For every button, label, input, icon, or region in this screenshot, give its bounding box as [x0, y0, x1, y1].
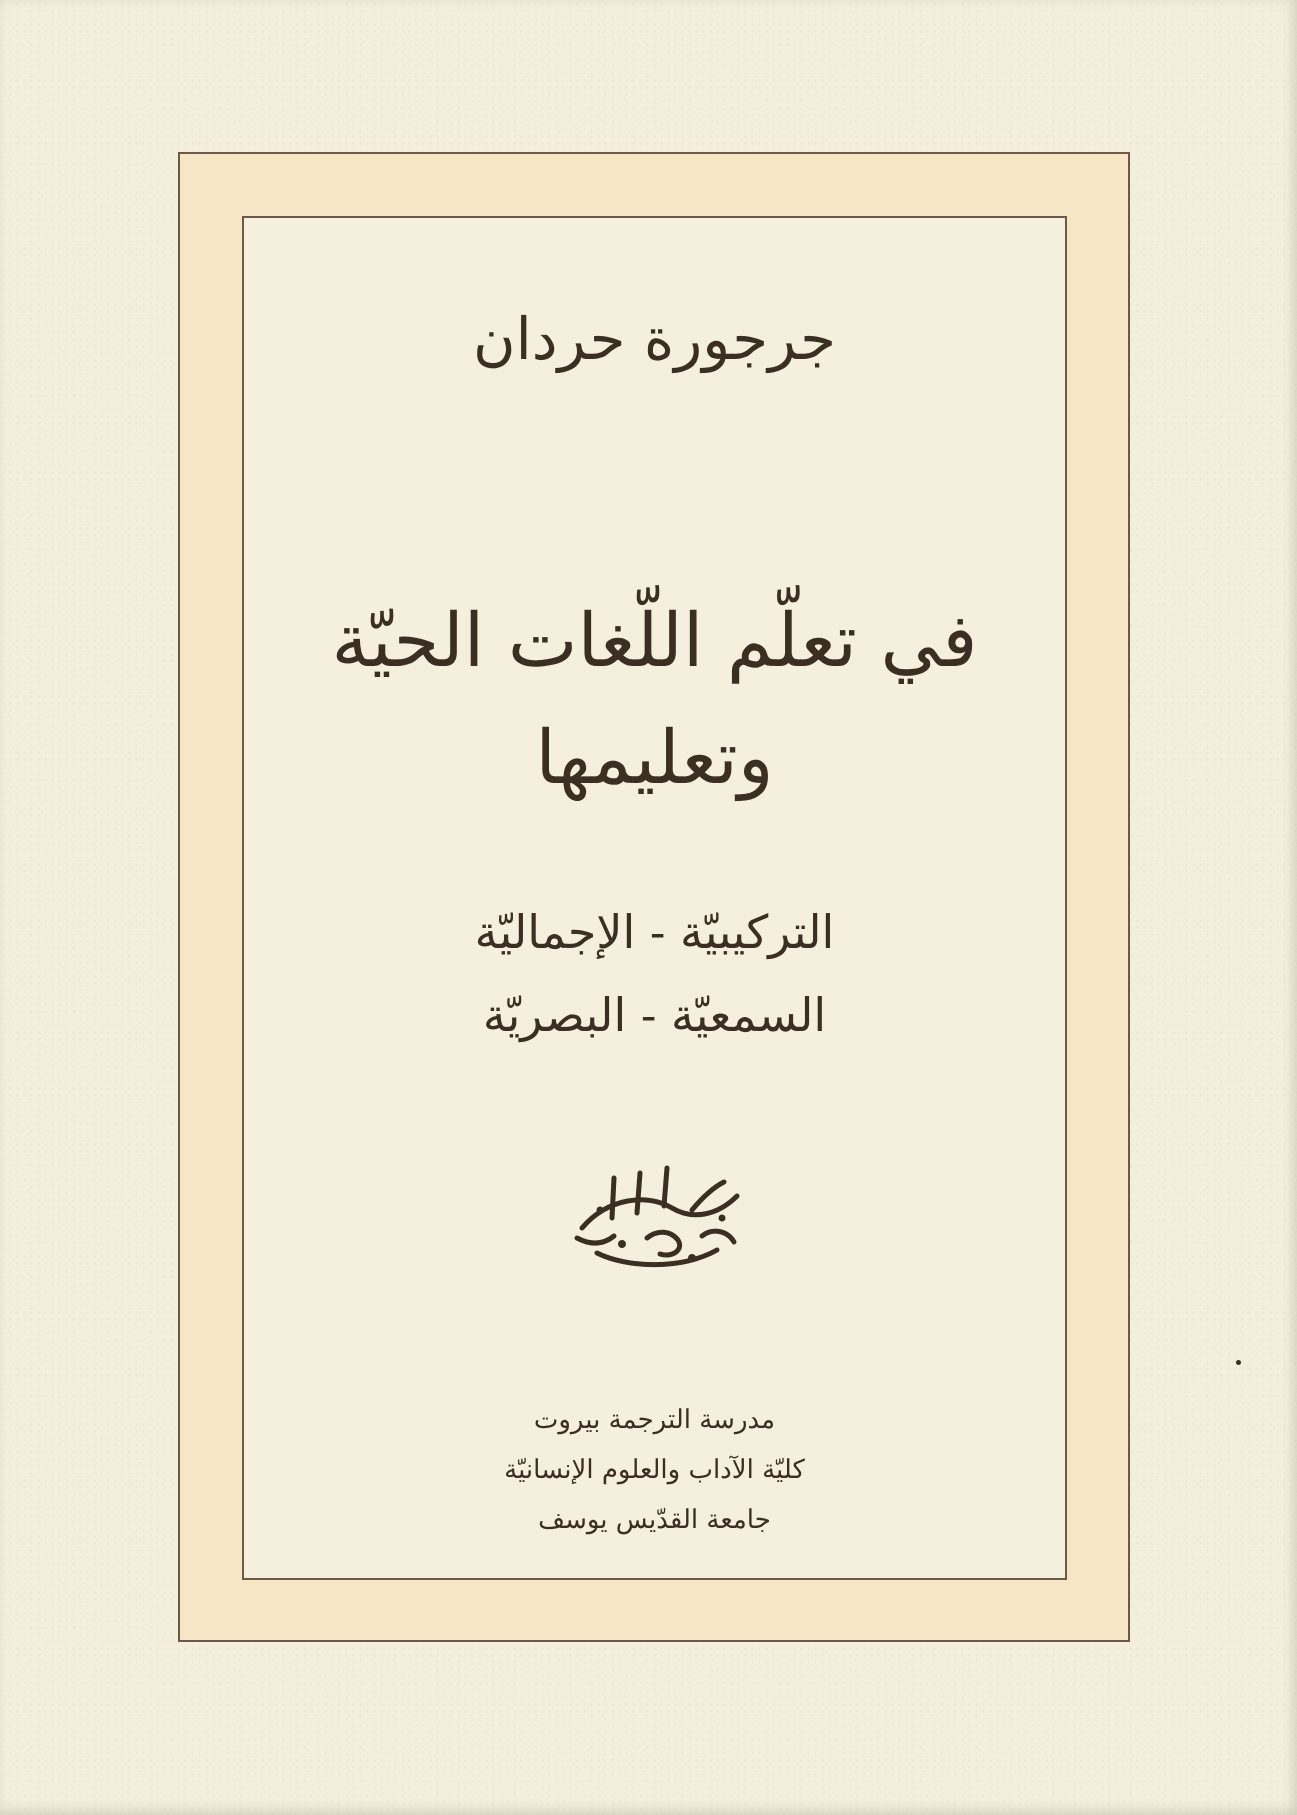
calligraphy-seal-icon — [552, 1158, 762, 1278]
publisher-university: جامعة القدّيس يوسف — [538, 1505, 771, 1535]
publisher-faculty: كليّة الآداب والعلوم الإنسانيّة — [504, 1455, 805, 1485]
book-title-line-1: في تعلّم اللّغات الحيّة — [331, 598, 978, 684]
publisher-school: مدرسة الترجمة بيروت — [533, 1405, 776, 1435]
book-title-line-2: وتعليمها — [535, 715, 774, 801]
inner-frame — [242, 216, 1067, 1580]
author-name: جرجورة حردان — [473, 305, 836, 373]
subtitle-line-2: السمعيّة - البصريّة — [482, 988, 827, 1042]
ink-dot — [1236, 1360, 1241, 1365]
subtitle-line-1: التركيبيّة - الإجماليّة — [474, 905, 835, 959]
